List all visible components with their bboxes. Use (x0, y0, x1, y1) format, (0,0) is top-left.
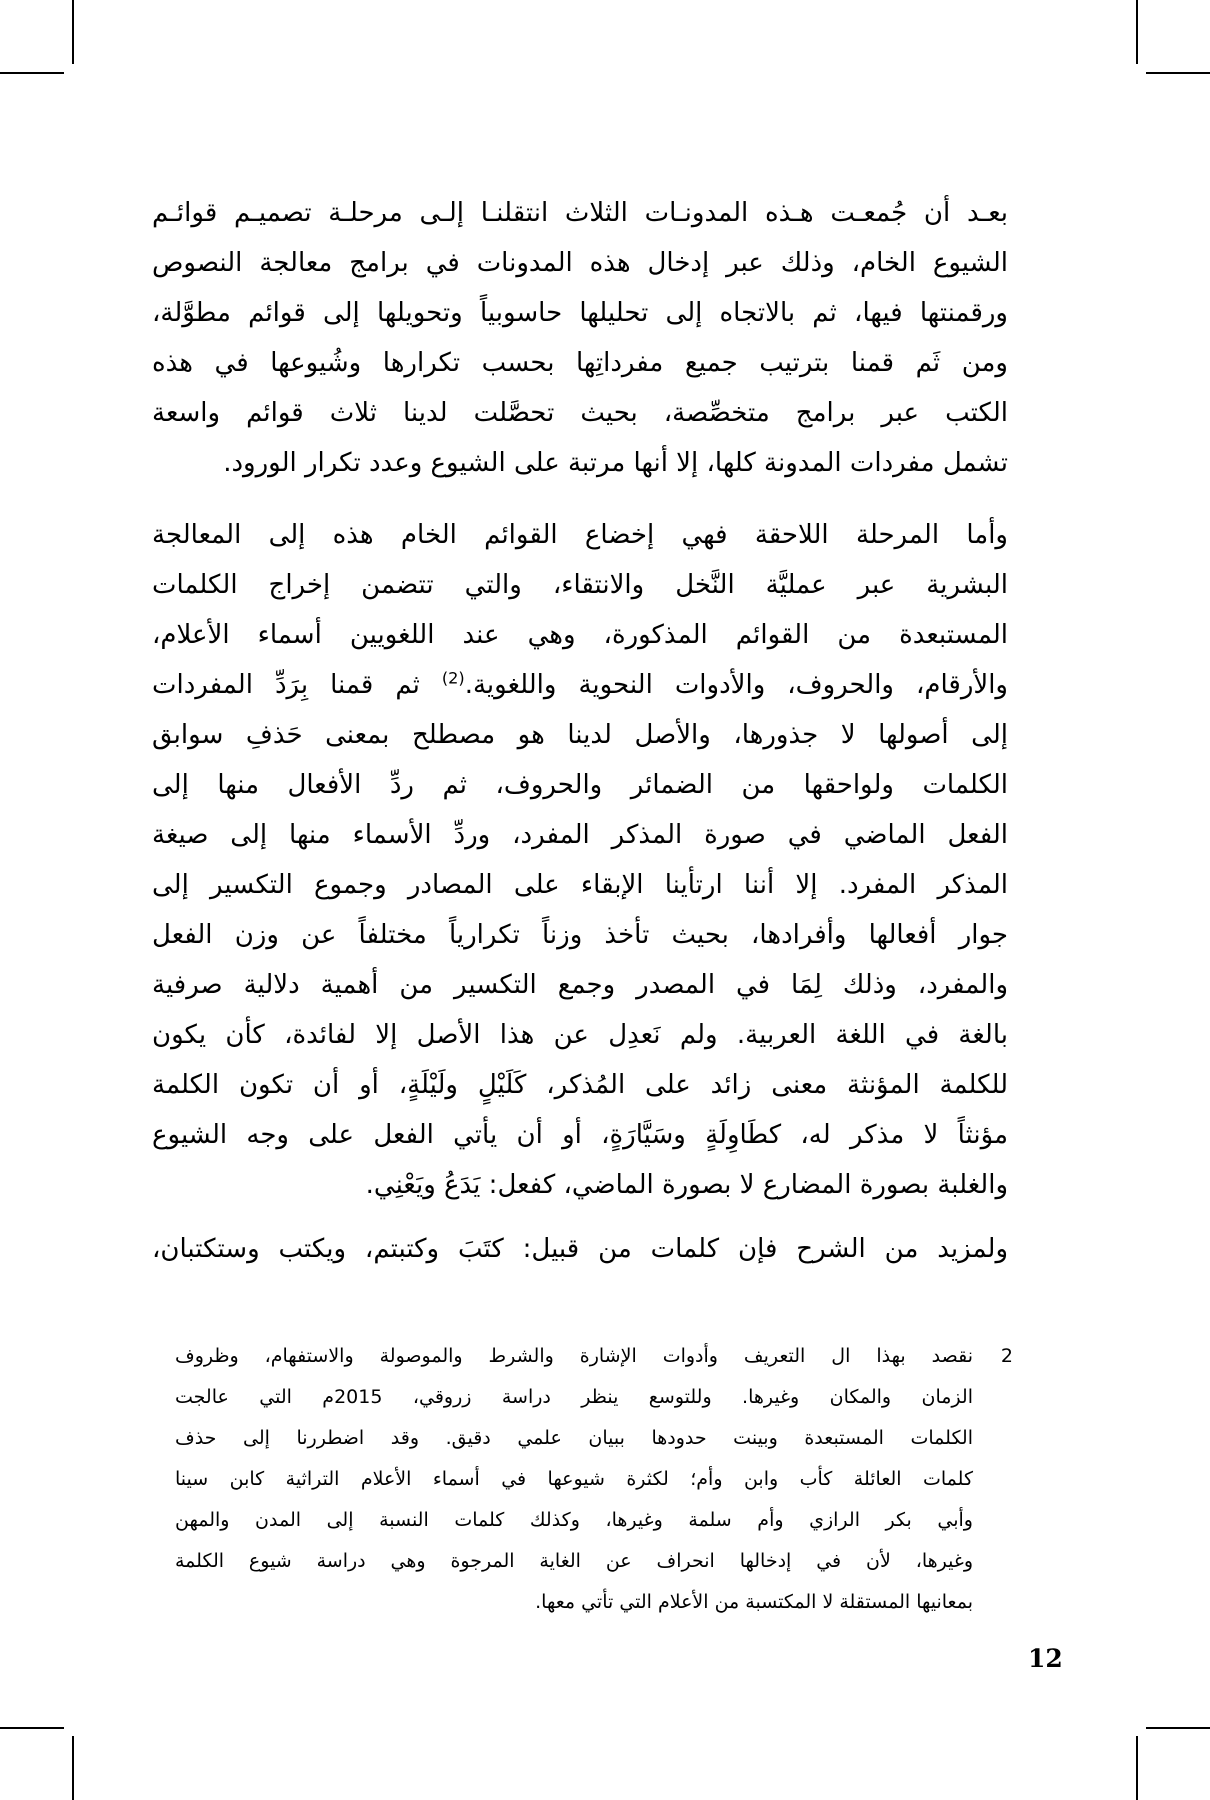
text-line: ورقمنتها فيها، ثم بالاتجاه إلى تحليلها حاسوبياً وتحويلها إلى قوائم مطوَّلة، (152, 298, 1008, 328)
text-line: والغلبة بصورة المضارع لا بصورة الماضي، كفعل: يَدَعُ ويَعْنِي. (365, 1170, 1008, 1200)
text-line: ولمزيد من الشرح فإن كلمات من قبيل: كتَبَ وكتبتم، ويكتب وستكتبان، (152, 1234, 1008, 1264)
footnote-line: نقصد بهذا ال التعريف وأدوات الإشارة والشرط والموصولة والاستفهام، وظروف 2 (175, 1336, 973, 1377)
text-line: الكتب عبر برامج متخصِّصة، بحيث تحصَّلت لدينا ثلاث قوائم واسعة (152, 398, 1008, 428)
footnote-line: الزمان والمكان وغيرها. وللتوسع ينظر دراسة زروقي، 2015م التي عالجت (175, 1386, 973, 1408)
page-number: 12 (1028, 1644, 1063, 1673)
footnote-marker: 2 (1000, 1345, 1013, 1367)
text-line: تشمل مفردات المدونة كلها، إلا أنها مرتبة على الشيوع وعدد تكرار الورود. (223, 448, 1008, 478)
text-segment: ثم قمنا بِرَدِّ المفردات (152, 670, 442, 700)
footnote-line: بمعانيها المستقلة لا المكتسبة من الأعلام التي تأتي معها. (535, 1591, 973, 1613)
footnote (175, 1336, 1013, 1623)
text-line: وأما المرحلة اللاحقة فهي إخضاع القوائم الخام هذه إلى المعالجة (152, 520, 1008, 550)
trim-mark-top-right-vertical (1136, 0, 1138, 64)
trim-mark-bottom-left-horizontal (0, 1727, 64, 1729)
text-line: للكلمة المؤنثة معنى زائد على المُذكر، كَلَيْلٍ ولَيْلَةٍ، أو أن تكون الكلمة (152, 1070, 1008, 1100)
footnote-line: كلمات العائلة كأب وابن وأم؛ لكثرة شيوعها في أسماء الأعلام التراثية كابن سينا (175, 1468, 973, 1490)
text-line: والمفرد، وذلك لِمَا في المصدر وجمع التكسير من أهمية دلالية صرفية (152, 970, 1008, 1000)
text-line: الكلمات ولواحقها من الضمائر والحروف، ثم ردِّ الأفعال منها إلى (152, 770, 1008, 800)
text-line: الفعل الماضي في صورة المذكر المفرد، وردِّ الأسماء منها إلى صيغة (152, 820, 1008, 850)
text-line (152, 660, 1008, 710)
footnote-reference: (2) (441, 668, 465, 688)
text-line: المذكر المفرد. إلا أننا ارتأينا الإبقاء على المصادر وجموع التكسير إلى (152, 870, 1008, 900)
trim-mark-bottom-right-horizontal (1146, 1727, 1210, 1729)
paragraph (152, 1224, 1008, 1274)
text-line: بالغة في اللغة العربية. ولم نَعدِل عن هذا الأصل إلا لفائدة، كأن يكون (152, 1020, 1008, 1050)
paragraph (152, 510, 1008, 1210)
trim-mark-top-right-horizontal (1146, 72, 1210, 74)
text-line: البشرية عبر عمليَّة النَّخل والانتقاء، والتي تتضمن إخراج الكلمات (152, 570, 1008, 600)
text-line: جوار أفعالها وأفرادها، بحيث تأخذ وزناً تكرارياً مختلفاً عن وزن الفعل (152, 920, 1008, 950)
paragraph (152, 188, 1008, 488)
text-line: ومن ثَم قمنا بترتيب جميع مفرداتِها بحسب تكرارها وشُيوعها في هذه (152, 348, 1008, 378)
text-line: بعـد أن جُمعـت هـذه المدونـات الثلاث انتقلنـا إلـى مرحلـة تصميـم قوائـم (152, 198, 1008, 228)
text-line: المستبعدة من القوائم المذكورة، وهي عند اللغويين أسماء الأعلام، (152, 620, 1008, 650)
footnote-line: وأبي بكر الرازي وأم سلمة وغيرها، وكذلك كلمات النسبة إلى المدن والمهن (175, 1509, 973, 1531)
trim-mark-top-left-vertical (72, 0, 74, 64)
text-line: إلى أصولها لا جذورها، والأصل لدينا هو مصطلح بمعنى حَذفِ سوابق (152, 720, 1008, 750)
trim-mark-top-left-horizontal (0, 72, 64, 74)
footnote-line: وغيرها، لأن في إدخالها انحراف عن الغاية المرجوة وهي دراسة شيوع الكلمة (175, 1550, 973, 1572)
trim-mark-bottom-left-vertical (72, 1736, 74, 1800)
footnote-line: الكلمات المستبعدة وبينت حدودها ببيان علمي دقيق. وقد اضطررنا إلى حذف (175, 1427, 973, 1449)
text-segment: والأرقام، والحروف، والأدوات النحوية واللغوية. (464, 670, 1008, 700)
body-text (152, 188, 1008, 1274)
text-line: الشيوع الخام، وذلك عبر إدخال هذه المدونات في برامج معالجة النصوص (152, 248, 1008, 278)
trim-mark-bottom-right-vertical (1136, 1736, 1138, 1800)
text-line: مؤنثاً لا مذكر له، كطَاوِلَةٍ وسَيَّارَةٍ، أو أن يأتي الفعل على وجه الشيوع (152, 1120, 1008, 1150)
